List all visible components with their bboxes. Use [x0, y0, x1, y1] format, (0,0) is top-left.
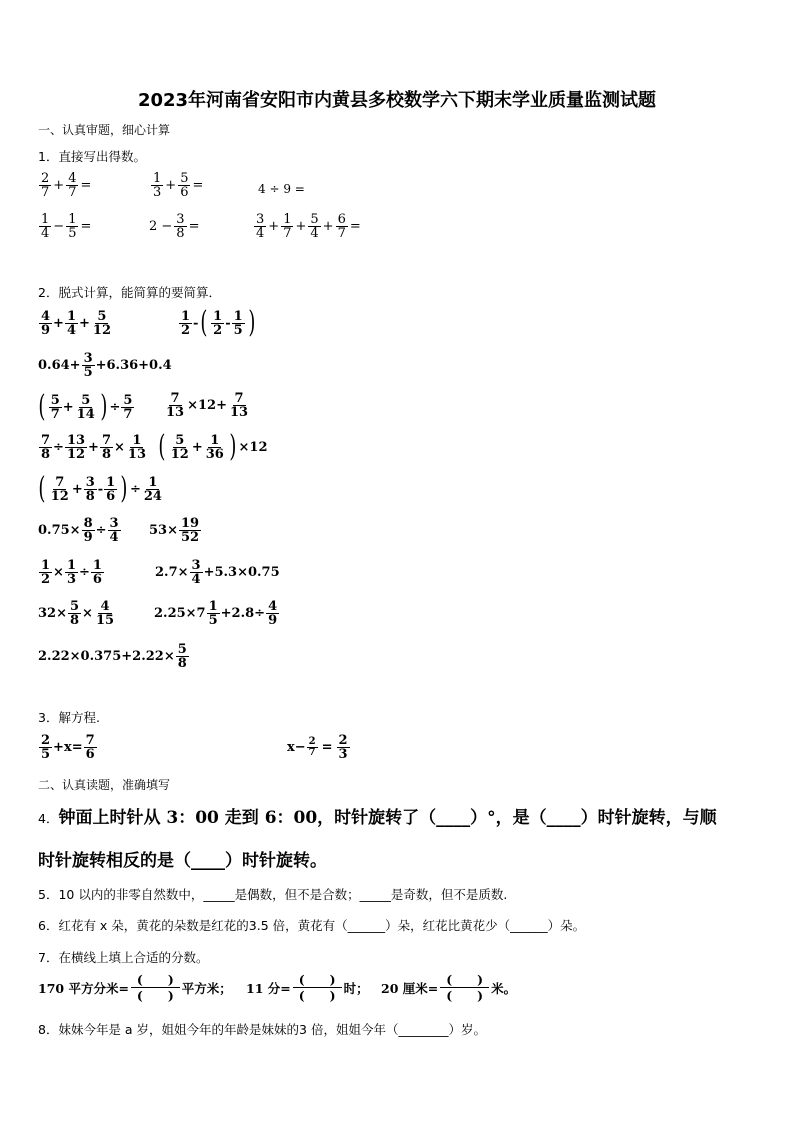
q4-line-2: 时针旋转相反的是（____）时针旋转。 [38, 851, 327, 871]
section-2-heading: 二、认真读题，准确填写 [38, 778, 171, 792]
q3-equation-2: x− $\frac{2}{7}$ = $\frac{2}{3}$ [287, 733, 348, 762]
q2-expr-3a: ( $\frac{5}{7}$ + $\frac{5}{14}$ ) ÷ $\frac{5}{7}$ [38, 389, 133, 424]
q2-expr-7a: $\frac{1}{2}$ × $\frac{1}{3}$ ÷ $\frac{1}{6}$ [41, 558, 102, 587]
q1-expr-3: 4 ÷ 9 = [258, 182, 305, 196]
q3-label: 3．解方程. [38, 710, 100, 725]
q1-label: 1．直接写出得数。 [38, 149, 146, 164]
q1-expr-2: $\frac{1}{3}$ + $\frac{5}{6}$ = [153, 171, 204, 200]
q3-equation-1: $\frac{2}{5}$ +x= $\frac{7}{6}$ [41, 733, 95, 762]
q1-expr-4: $\frac{1}{4}$ − $\frac{1}{5}$ = [41, 212, 92, 241]
page-title: 2023年河南省安阳市内黄县多校数学六下期末学业质量监测试题 [137, 90, 657, 111]
q7-item-a: 170 平方分米= ( ) ( ) 平方米； [38, 972, 232, 1003]
q2-expr-1b: $\frac{1}{2}$ - ( $\frac{1}{2}$ - $\frac{1}{5}$ ) [181, 305, 256, 340]
q1-expr-1: $\frac{2}{7}$ + $\frac{4}{7}$ = [41, 171, 92, 200]
q2-expr-4a: $\frac{7}{8}$ ÷ $\frac{13}{12}$ + $\frac{7}{8}$ × $\frac{1}{13}$ [41, 433, 146, 462]
q2-expr-6a: 0.75× $\frac{8}{9}$ ÷ $\frac{3}{4}$ [38, 516, 119, 545]
q7-label: 7．在横线上填上合适的分数。 [38, 950, 209, 965]
section-1-heading: 一、认真审题，细心计算 [38, 123, 171, 137]
q2-expr-9: 2.22×0.375+2.22× $\frac{5}{8}$ [38, 642, 187, 671]
q2-expr-5: ( $\frac{7}{12}$ + $\frac{3}{8}$ - $\frac{1}{6}$ ) ÷ $\frac{1}{24}$ [38, 471, 162, 506]
q2-expr-8a: 32× $\frac{5}{8}$ × $\frac{4}{15}$ [38, 599, 115, 628]
q6-text: 6．红花有 x 朵，黄花的朵数是红花的3.5 倍，黄花有（______）朵，红花比黄花少（______）朵。 [38, 918, 586, 933]
q2-expr-2: 0.64+ $\frac{3}{5}$ +6.36+0.4 [38, 351, 172, 380]
q8-text: 8．妹妹今年是 a 岁，姐姐今年的年龄是妹妹的3 倍，姐姐今年（________）岁。 [38, 1022, 486, 1037]
q2-expr-1a: $\frac{4}{9}$ + $\frac{1}{4}$ + $\frac{5}{12}$ [41, 309, 111, 338]
q7-item-b: 11 分= ( ) ( ) 时； [246, 972, 369, 1003]
q1-expr-5: 2 − $\frac{3}{8}$ = [149, 212, 200, 241]
q2-expr-4b: ( $\frac{5}{12}$ + $\frac{1}{36}$ ) ×12 [158, 429, 268, 464]
q7-item-c: 20 厘米= ( ) ( ) 米。 [381, 972, 517, 1003]
q4-line-1: 4．钟面上时针从 3：00 走到 6：00，时针旋转了（____）°，是（____）时针旋转，与顺 [38, 808, 717, 828]
q1-expr-6: $\frac{3}{4}$ + $\frac{1}{7}$ + $\frac{5}{4}$ + $\frac{6}{7}$ = [256, 212, 361, 241]
q2-expr-8b: 2.25×7 $\frac{1}{5}$ +2.8÷ $\frac{4}{9}$ [154, 599, 278, 628]
q2-expr-7b: 2.7× $\frac{3}{4}$ +5.3×0.75 [155, 558, 280, 587]
q2-expr-3b: $\frac{7}{13}$ ×12+ $\frac{7}{13}$ [166, 391, 249, 420]
q2-label: 2．脱式计算，能简算的要简算． [38, 285, 221, 300]
q5-text: 5．10 以内的非零自然数中，_____是偶数，但不是合数；_____是奇数，但不是质数. [38, 887, 508, 902]
q2-expr-6b: 53× $\frac{19}{52}$ [149, 516, 200, 545]
